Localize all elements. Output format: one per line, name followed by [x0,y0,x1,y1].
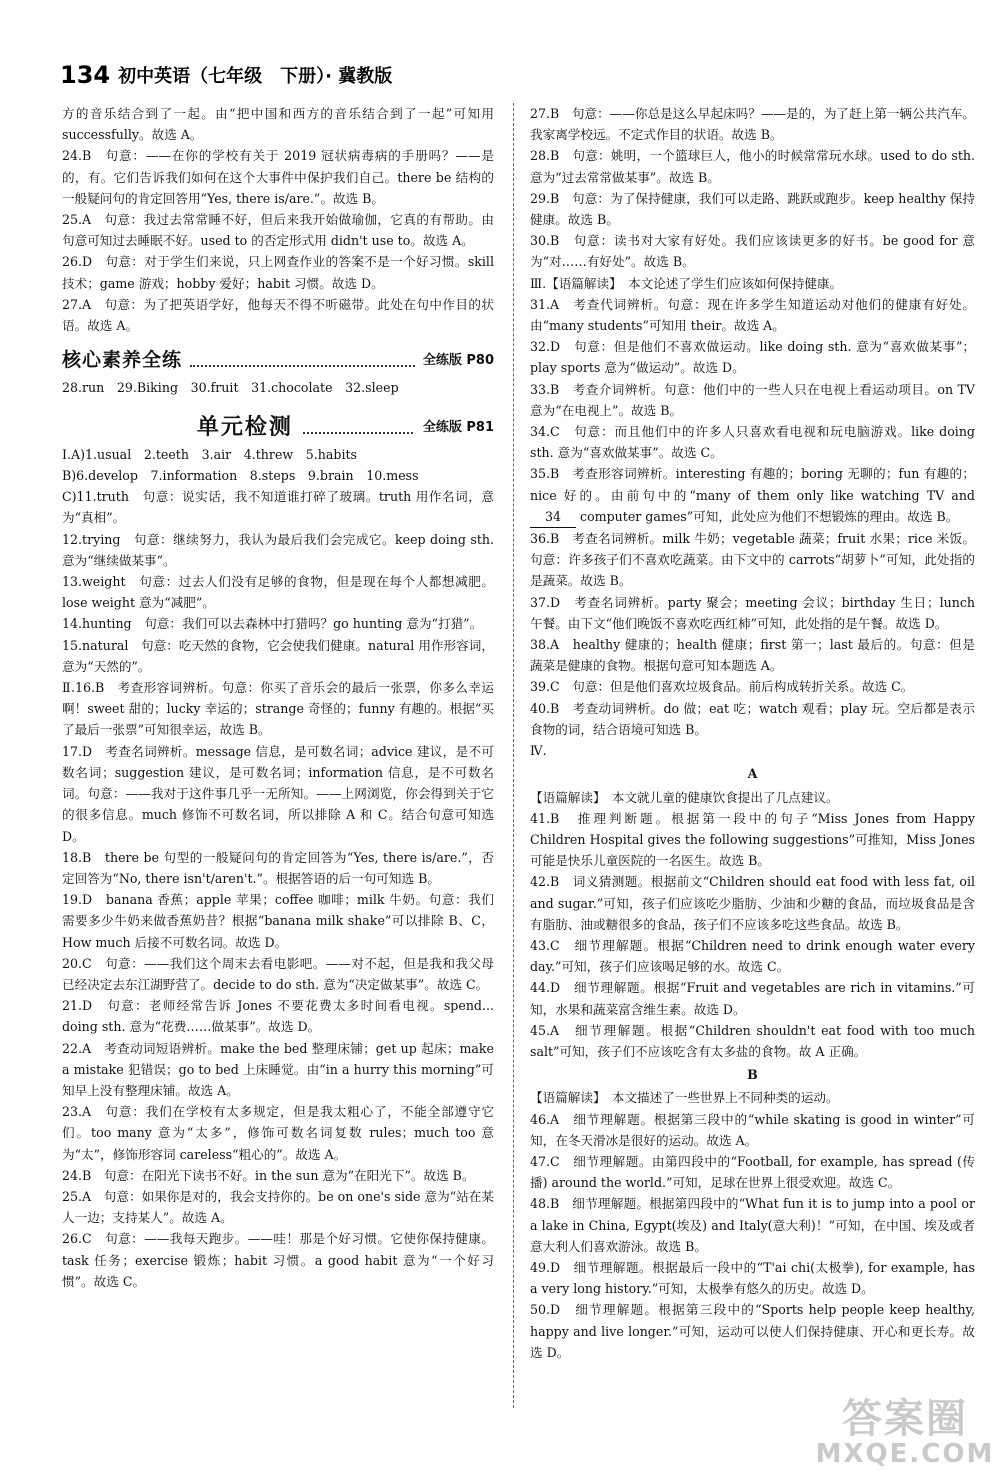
answer-paragraph: 12.trying 句意：继续努力，我认为最后我们会完成它。keep doing sth. 意为“继续做某事”。 [62,531,494,568]
passage-analysis: 【语篇解读】 本文描述了一些世界上不同种类的运动。 [530,1090,839,1106]
answer-paragraph: 25.A 句意：如果你是对的，我会支持你的。be on one's side 意为“站在某人一边；支持某人”。故选 A。 [62,1188,494,1226]
passage-a-label: A [747,766,758,782]
answer-paragraph: 34.C 句意：而且他们中的许多人只喜欢看电视和玩电脑游戏。like doing sth. 意为“喜欢做某事”。故选 C。 [530,424,975,461]
answer-paragraph: 45.A 细节理解题。根据“Children shouldn't eat food with too much salt”可知，孩子们不应该吃含有太多盐的食物。故 A 正确。 [530,1022,975,1059]
answer-paragraph: 26.C 句意：——我每天跑步。——哇！那是个好习惯。它使你保持健康。task 任务；exercise 锻炼；habit 习惯。a good habit 意为“一个好习惯”。故选 C。 [62,1231,494,1289]
answer-paragraph: 30.B 句意：读书对大家有好处。我们应该读更多的好书。be good for 意为“对……有好处”。故选 B。 [530,233,975,270]
answer-paragraph: B)6.develop 7.information 8.steps 9.brain 10.mess [62,468,419,484]
core-section-title: 核心素养全练 [62,349,183,372]
answer-paragraph: 方的音乐结合到了一起。由“把中国和西方的音乐结合到了一起”可知用 successfully。故选 A。 [62,106,494,143]
answer-paragraph: 31.A 考查代词辨析。句意：现在许多学生知道运动对他们的健康有好处。由“many students”可知用 their。故选 A。 [530,296,975,334]
passage-analysis: Ⅲ.【语篇解读】 本文论述了学生们应该如何保持健康。 [530,275,843,291]
answer-paragraph: 38.A healthy 健康的；health 健康；first 第一；last 最后的。句意：但是蔬菜是健康的食物。根据句意可知本题选 A。 [530,637,975,674]
answer-paragraph: C)11.truth 句意：说实话，我不知道谁打碎了玻璃。truth 用作名词，意为“真相”。 [62,489,494,526]
watermark-url: MXQE.COM [815,1439,995,1469]
answer-paragraph: 26.D 句意：对于学生们来说，只上网查作业的答案不是一个好习惯。skill 技术；game 游戏；hobby 爱好；habit 习惯。故选 D。 [62,254,494,291]
unit-test-ref: 全练版 P81 [422,419,494,435]
answer-35-text-before: 35.B 考查形容词辨析。interesting 有趣的；boring 无聊的；fun 有趣的；nice 好的。由前句中的“many of them only like watching TV and [530,466,975,503]
answer-paragraph: 32.D 句意：但是他们不喜欢做运动。like doing sth. 意为“喜欢做某事”；play sports 意为“做运动”。故选 D。 [530,339,975,376]
watermark-logo-text: 答案圈 [842,1396,968,1442]
answer-paragraph: 27.A 句意：为了把英语学好，他每天不得不听磁带。此处在句中作目的状语。故选 A。 [62,296,494,334]
answer-paragraph: 46.A 细节理解题。根据第三段中的“while skating is good in winter”可知，在冬天滑冰是很好的运动。故选 A。 [530,1111,975,1148]
page-number: 134 [60,61,111,89]
answer-paragraph-35 [530,463,975,528]
answer-paragraph: 42.B 词义猜测题。根据前文“Children should eat food with less fat, oil and sugar.”可知，孩子们应该吃少脂肪、少油和少糖的食品，而垃圾食品是含有脂肪、油或糖很多的食品，孩子们不应该多吃这些食品。故选 B。 [530,874,975,932]
column-divider [513,103,514,1408]
leader-dots [190,355,415,367]
answer-paragraph: 20.C 句意：——我们这个周末去看电影吧。——对不起，但是我和我父母已经决定去东江湖野营了。decide to do sth. 意为“决定做某事”。故选 C。 [62,955,494,992]
passage-analysis: 【语篇解读】 本文就儿童的健康饮食提出了几点建议。 [530,789,839,805]
part-four-label: Ⅳ. [530,743,547,759]
page-header [60,58,940,92]
answer-paragraph: 18.B there be 句型的一般疑问句的肯定回答为“Yes, there is/are.”，否定回答为“No, there isn't/aren't.”。根据答语的后一句可知选 B。 [62,849,494,886]
answer-paragraph: 39.C 句意：但是他们喜欢垃圾食品。前后构成转折关系。故选 C。 [530,679,914,695]
site-watermark [810,1395,1000,1471]
answer-paragraph: 33.B 考查介词辨析。句意：他们中的一些人只在电视上看运动项目。on TV 意为“在电视上”。故选 B。 [530,381,975,418]
answer-paragraph: 40.B 考查动词辨析。do 做；eat 吃；watch 观看；play 玩。空后都是表示食物的词，结合语境可知选 B。 [530,700,975,737]
answer-paragraph: Ⅰ.A)1.usual 2.teeth 3.air 4.threw 5.habits [62,446,358,462]
answer-35-text-after: computer games”可知，此处应为他们不想锻炼的理由。故选 B。 [580,508,959,524]
passage-b-label: B [747,1067,758,1083]
blank-34: 34 [530,506,576,528]
left-column [62,103,494,1292]
answer-paragraph: 49.D 细节理解题。根据最后一段中的“T'ai chi(太极拳), for example, has a very long history.”可知，太极拳有悠久的历史。故选 D。 [530,1259,975,1297]
answer-paragraph: 14.hunting 句意：我们可以去森林中打猎吗？go hunting 意为“打猎”。 [62,616,483,632]
answer-paragraph: 24.B 句意：——在你的学校有关于 2019 冠状病毒病的手册吗？——是的，有。它们告诉我们如何在这个大事件中保护我们自己。there be 结构的一般疑问句的肯定回答用“Yes, there is/are.”。故选 B。 [62,148,494,206]
answer-paragraph: 36.B 考查名词辨析。milk 牛奶；vegetable 蔬菜；fruit 水果；rice 米饭。句意：许多孩子们不喜欢吃蔬菜。由下文中的 carrots“胡萝卜”可知，此处指的是蔬菜。故选 B。 [530,531,975,589]
unit-test-title: 单元检测 [196,414,293,440]
answer-paragraph: 19.D banana 香蕉；apple 苹果；coffee 咖啡；milk 牛奶。句意：我们需要多少牛奶来做香蕉奶昔？根据“banana milk shake”可以排除 B、C，How much 后接不可数名词。故选 D。 [62,892,494,950]
unit-test-heading [62,414,494,440]
core-section-answers: 28.run 29.Biking 30.fruit 31.chocolate 32.sleep [62,380,399,396]
answer-paragraph: 27.B 句意：——你总是这么早起床吗？——是的，为了赶上第一辆公共汽车。我家离学校远。不定式作目的状语。故选 B。 [530,106,975,143]
answer-paragraph: 43.C 细节理解题。根据“Children need to drink enough water every day.”可知，孩子们应该喝足够的水。故选 C。 [530,937,975,975]
answer-paragraph: 24.B 句意：在阳光下读书不好。in the sun 意为“在阳光下”。故选 B。 [62,1167,475,1183]
answer-paragraph: 25.A 句意：我过去常常睡不好，但后来我开始做瑜伽，它真的有帮助。由句意可知过去睡眠不好。used to 的否定形式用 didn't use to。故选 A。 [62,212,494,249]
answer-paragraph: 17.D 考查名词辨析。message 信息，是可数名词；advice 建议，是不可数名词；suggestion 建议，是可数名词；information 信息，是不可数名词。句意：——我对于这件事几乎一无所知。——上网浏览，你会得到关于它的很多信息。much 修饰不可数名词，所以排除 A 和 C。结合句意可知选 D。 [62,743,494,844]
answer-paragraph: 23.A 句意：我们在学校有太多规定，但是我太粗心了，不能全部遵守它们。too many 意为“太多”，修饰可数名词复数 rules；much too 意为“太”，修饰形容词 careless“粗心的”。故选 A。 [62,1104,494,1162]
answer-paragraph: 50.D 细节理解题。根据第三段中的“Sports help people keep healthy, happy and live longer.”可知，运动可以使人们保持健康、开心和更长寿。故选 D。 [530,1302,975,1360]
answer-paragraph: 47.C 细节理解题。由第四段中的“Football, for example, has spread (传播) around the world.”可知，足球在世界上很受欢迎。故选 C。 [530,1153,975,1191]
answer-paragraph: 28.B 句意：姚明，一个篮球巨人，他小的时候常常玩水球。used to do sth. 意为“过去常常做某事”。故选 B。 [530,148,975,185]
answer-paragraph: 44.D 细节理解题。根据“Fruit and vegetables are rich in vitamins.”可知，水果和蔬菜富含维生素。故选 D。 [530,980,975,1017]
core-section-ref: 全练版 P80 [422,353,494,369]
answer-paragraph: Ⅱ.16.B 考查形容词辨析。句意：你买了音乐会的最后一张票，你多么幸运啊！sweet 甜的；lucky 幸运的；strange 奇怪的；funny 有趣的。根据“买了最后一张票”可知很幸运，故选 B。 [62,680,494,738]
book-title: 初中英语（七年级 下册）· 冀教版 [118,66,393,87]
answer-paragraph: 37.D 考查名词辨析。party 聚会；meeting 会议；birthday 生日；lunch 午餐。由下文“他们晚饭不喜欢吃西红柿”可知，此处指的是午餐。故选 D。 [530,594,975,631]
answer-paragraph: 13.weight 句意：过去人们没有足够的食物，但是现在每个人都想减肥。lose weight 意为“减肥”。 [62,574,494,611]
answer-paragraph: 29.B 句意：为了保持健康，我们可以走路、跳跃或跑步。keep healthy 保持健康。故选 B。 [530,190,975,228]
leader-dots [303,420,413,434]
answer-paragraph: 15.natural 句意：吃天然的食物，它会使我们健康。natural 用作形容词，意为“天然的”。 [62,637,494,674]
core-section-heading [62,350,494,371]
answer-paragraph: 21.D 句意：老师经常告诉 Jones 不要花费太多时间看电视。spend... doing sth. 意为“花费……做某事”。故选 D。 [62,998,494,1035]
right-column [530,103,975,1363]
answer-paragraph: 22.A 考查动词短语辨析。make the bed 整理床铺；get up 起床；make a mistake 犯错误；go to bed 上床睡觉。由“in a hurry this morning”可知早上没有整理床铺。故选 A。 [62,1040,494,1098]
answer-paragraph: 41.B 推理判断题。根据第一段中的句子“Miss Jones from Happy Children Hospital gives the following suggestions”可推知，Miss Jones 可能是快乐儿童医院的一名医生。故选 B。 [530,810,975,869]
answer-paragraph: 48.B 细节理解题。根据第四段中的“What fun it is to jump into a pool or a lake in China, Egypt(埃及) and Italy(意大利)！”可知，在中国、埃及或者意大利人们喜欢游泳。故选 B。 [530,1196,975,1254]
